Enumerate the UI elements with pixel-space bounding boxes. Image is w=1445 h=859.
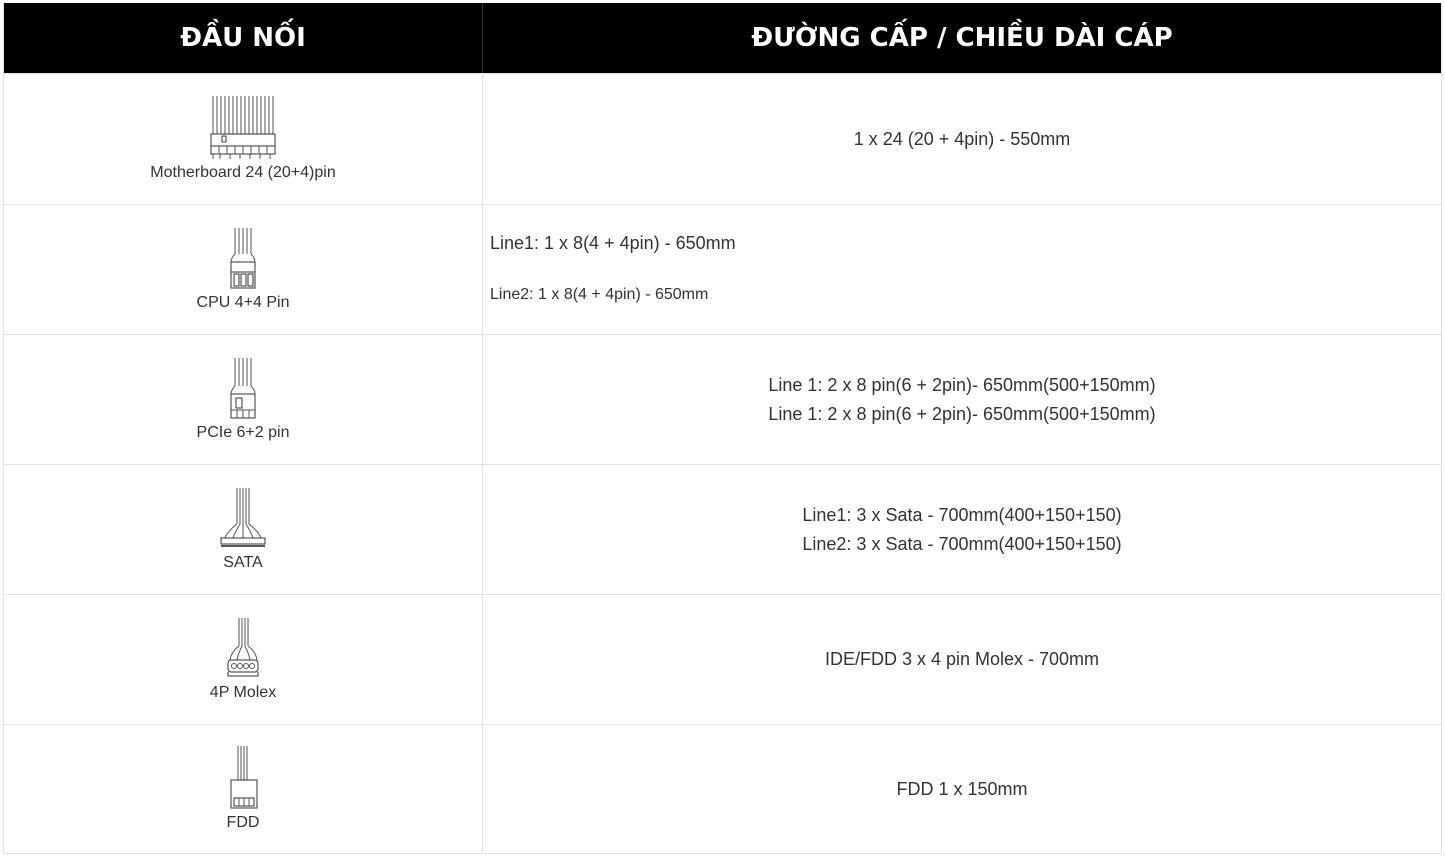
spec-line: Line2: 1 x 8(4 + 4pin) - 650mm <box>490 286 709 303</box>
spec-line: Line1: 3 x Sata - 700mm(400+150+150) <box>802 504 1122 525</box>
connector-name: CPU 4+4 Pin <box>196 293 290 311</box>
connector-cell <box>4 725 483 853</box>
connector-name: FDD <box>226 814 260 831</box>
spec-line: Line1: 1 x 8(4 + 4pin) - 650mm <box>490 233 736 253</box>
connector-cell <box>4 595 483 724</box>
spec-line: Line2: 3 x Sata - 700mm(400+150+150) <box>802 533 1122 554</box>
connector-name: SATA <box>223 553 263 571</box>
connector-cell <box>4 205 483 334</box>
connector-cell <box>4 465 483 594</box>
spec-line: 1 x 24 (20 + 4pin) - 550mm <box>853 128 1071 149</box>
spec-cell <box>483 595 1441 724</box>
spec-cell <box>483 335 1441 464</box>
connector-name: Motherboard 24 (20+4)pin <box>150 164 336 181</box>
table-row <box>4 73 1441 204</box>
table-row <box>4 204 1441 334</box>
molex-4pin-connector-icon <box>225 618 261 680</box>
connector-name: 4P Molex <box>209 683 277 701</box>
spec-line: IDE/FDD 3 x 4 pin Molex - 700mm <box>824 649 1100 669</box>
connector-spec-table <box>3 3 1442 854</box>
atx-24pin-connector-icon <box>210 96 276 160</box>
table-row <box>4 334 1441 464</box>
spec-cell <box>483 725 1441 853</box>
fdd-connector-icon <box>228 746 258 810</box>
table-row <box>4 724 1441 854</box>
connector-name: PCIe 6+2 pin <box>196 423 290 441</box>
cpu-8pin-connector-icon <box>228 228 258 290</box>
spec-line: Line 1: 2 x 8 pin(6 + 2pin)- 650mm(500+150mm) <box>768 374 1156 395</box>
header-cable-length: ĐƯỜNG CẤP / CHIỀU DÀI CÁP <box>751 23 1173 53</box>
connector-cell <box>4 74 483 204</box>
spec-line: Line 1: 2 x 8 pin(6 + 2pin)- 650mm(500+150mm) <box>768 403 1156 424</box>
spec-cell <box>483 465 1441 594</box>
sata-connector-icon <box>219 488 267 550</box>
table-row <box>4 464 1441 594</box>
connector-cell <box>4 335 483 464</box>
spec-line: FDD 1 x 150mm <box>896 778 1028 799</box>
table-header <box>4 3 1441 73</box>
spec-cell <box>483 205 1441 334</box>
table-row <box>4 594 1441 724</box>
spec-cell <box>483 74 1441 204</box>
header-connector: ĐẦU NỐI <box>4 3 483 73</box>
pcie-8pin-connector-icon <box>228 358 258 420</box>
